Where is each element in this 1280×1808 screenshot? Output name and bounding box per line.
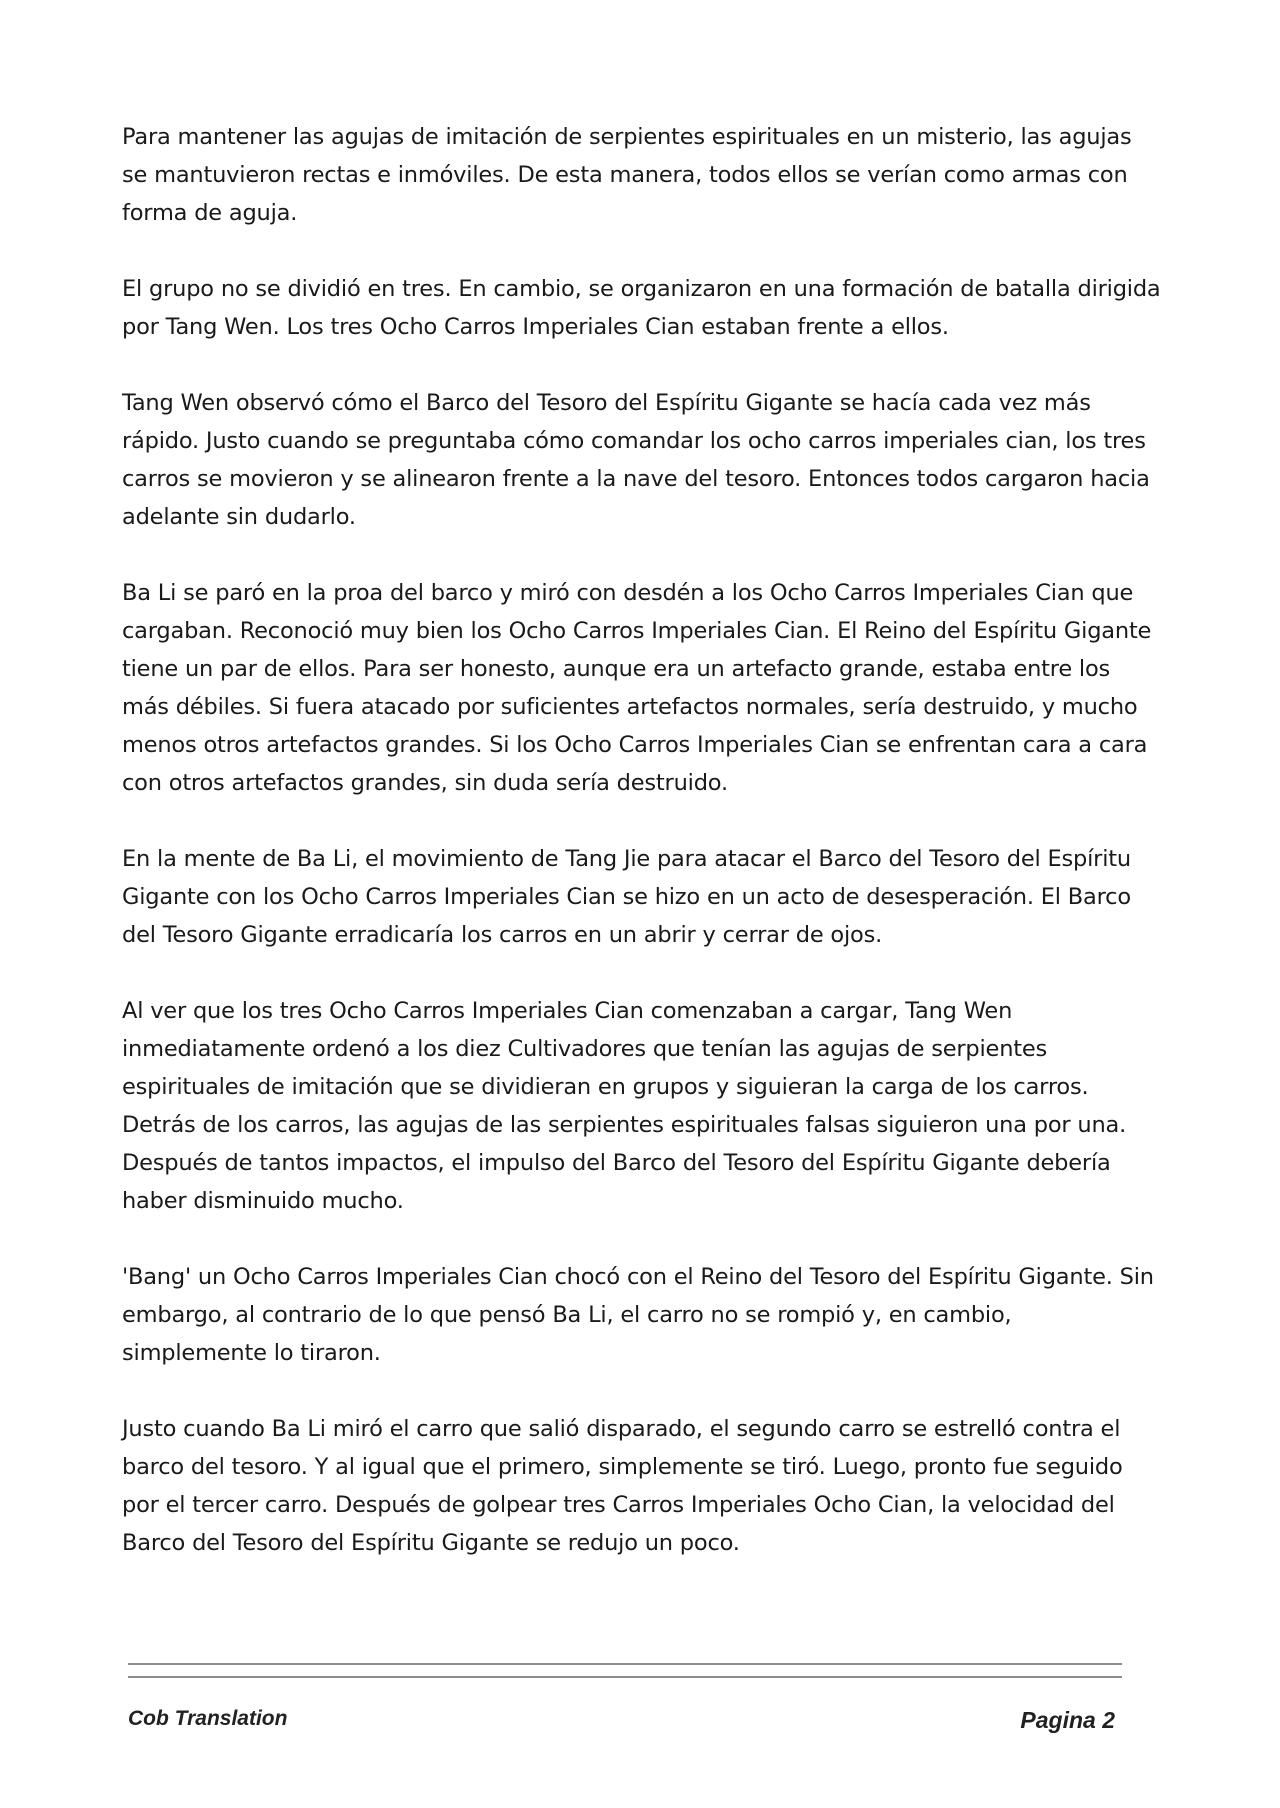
footer-translator-name: Cob Translation (128, 1707, 288, 1730)
footer-rule-top (128, 1663, 1122, 1665)
paragraph: 'Bang' un Ocho Carros Imperiales Cian chocó con el Reino del Tesoro del Espíritu Gigante. Sin embargo, al contrario de lo que pensó Ba Li, el carro no se rompió y, en cambio, simplemente lo tiraron. (122, 1264, 1154, 1366)
paragraph: Ba Li se paró en la proa del barco y miró con desdén a los Ocho Carros Imperiales Cian que cargaban. Reconoció muy bien los Ocho Carros Imperiales Cian. El Reino del Espíritu Gigante tiene un par de ellos. Para ser honesto, aunque era un artefacto grande, estaba entre los más débiles. Si fuera atacado por suficientes artefactos normales, sería destruido, y mucho menos otros artefactos grandes. Si los Ocho Carros Imperiales Cian se enfrentan cara a cara con otros artefactos grandes, sin duda sería destruido. (122, 580, 1152, 796)
footer-divider (128, 1663, 1122, 1678)
paragraph: Justo cuando Ba Li miró el carro que salió disparado, el segundo carro se estrelló contra el barco del tesoro. Y al igual que el primero, simplemente se tiró. Luego, pronto fue seguido por el tercer carro. Después de golpear tres Carros Imperiales Ocho Cian, la velocidad del Barco del Tesoro del Espíritu Gigante se redujo un poco. (122, 1416, 1123, 1556)
paragraph: Tang Wen observó cómo el Barco del Tesoro del Espíritu Gigante se hacía cada vez más rápido. Justo cuando se preguntaba cómo comandar los ocho carros imperiales cian, los tres carros se movieron y se alinearon frente a la nave del tesoro. Entonces todos cargaron hacia adelante sin dudarlo. (122, 390, 1150, 530)
paragraph: Para mantener las agujas de imitación de serpientes espirituales en un misterio, las agujas se mantuvieron rectas e inmóviles. De esta manera, todos ellos se verían como armas con forma de aguja. (122, 124, 1132, 226)
footer-rule-bottom (128, 1676, 1122, 1678)
paragraph: Al ver que los tres Ocho Carros Imperiales Cian comenzaban a cargar, Tang Wen inmediatamente ordenó a los diez Cultivadores que tenían las agujas de serpientes espirituales de imitación que se dividieran en grupos y siguieran la carga de los carros. Detrás de los carros, las agujas de las serpientes espirituales falsas siguieron una por una. Después de tantos impactos, el impulso del Barco del Tesoro del Espíritu Gigante debería haber disminuido mucho. (122, 998, 1127, 1214)
footer-page-number: Pagina 2 (1020, 1707, 1115, 1733)
paragraph: El grupo no se dividió en tres. En cambio, se organizaron en una formación de batalla dirigida por Tang Wen. Los tres Ocho Carros Imperiales Cian estaban frente a ellos. (122, 276, 1161, 340)
paragraph: En la mente de Ba Li, el movimiento de Tang Jie para atacar el Barco del Tesoro del Espíritu Gigante con los Ocho Carros Imperiales Cian se hizo en un acto de desesperación. El Barco del Tesoro Gigante erradicaría los carros en un abrir y cerrar de ojos. (122, 846, 1131, 948)
document-body (122, 118, 1162, 1600)
